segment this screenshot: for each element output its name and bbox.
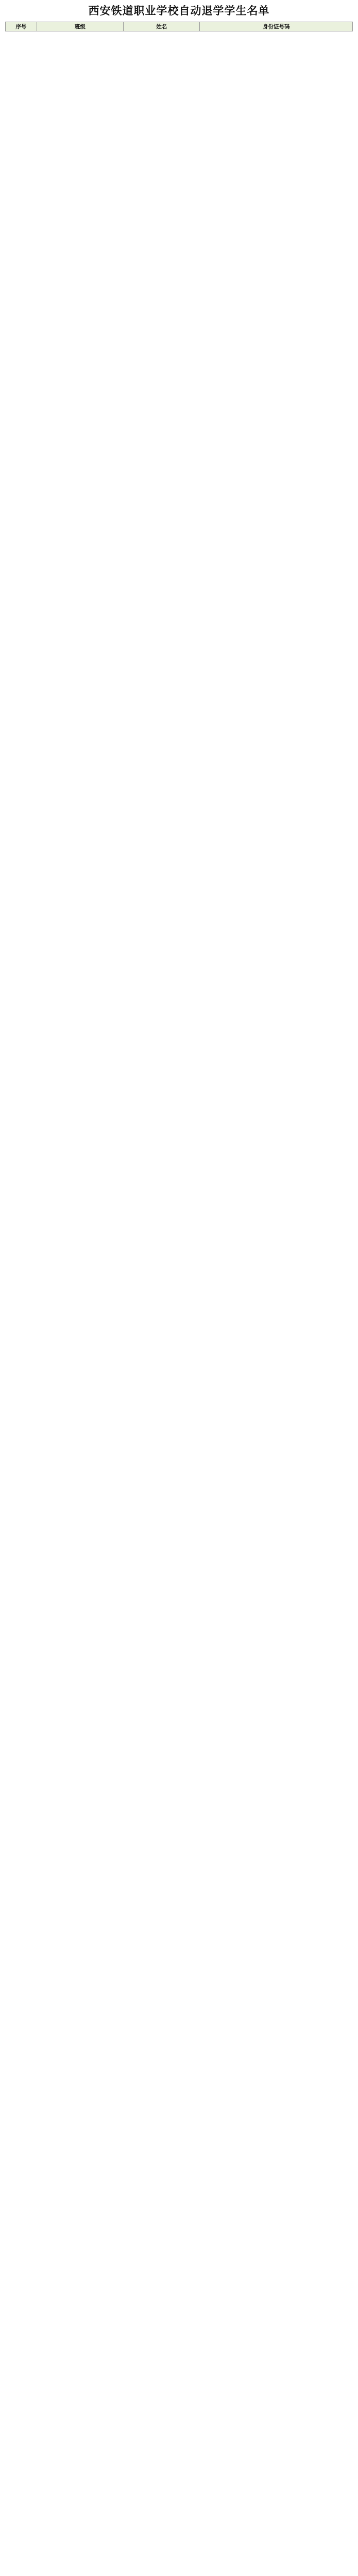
header-id-number: 身份证号码 bbox=[200, 22, 353, 31]
header-class: 班级 bbox=[37, 22, 124, 31]
header-row bbox=[6, 22, 353, 31]
header-name: 姓名 bbox=[124, 22, 200, 31]
header-no: 序号 bbox=[6, 22, 37, 31]
document-title: 西安铁道职业学校自动退学学生名单 bbox=[88, 4, 270, 17]
student-roster-table bbox=[5, 22, 353, 31]
roster-header bbox=[6, 22, 353, 31]
